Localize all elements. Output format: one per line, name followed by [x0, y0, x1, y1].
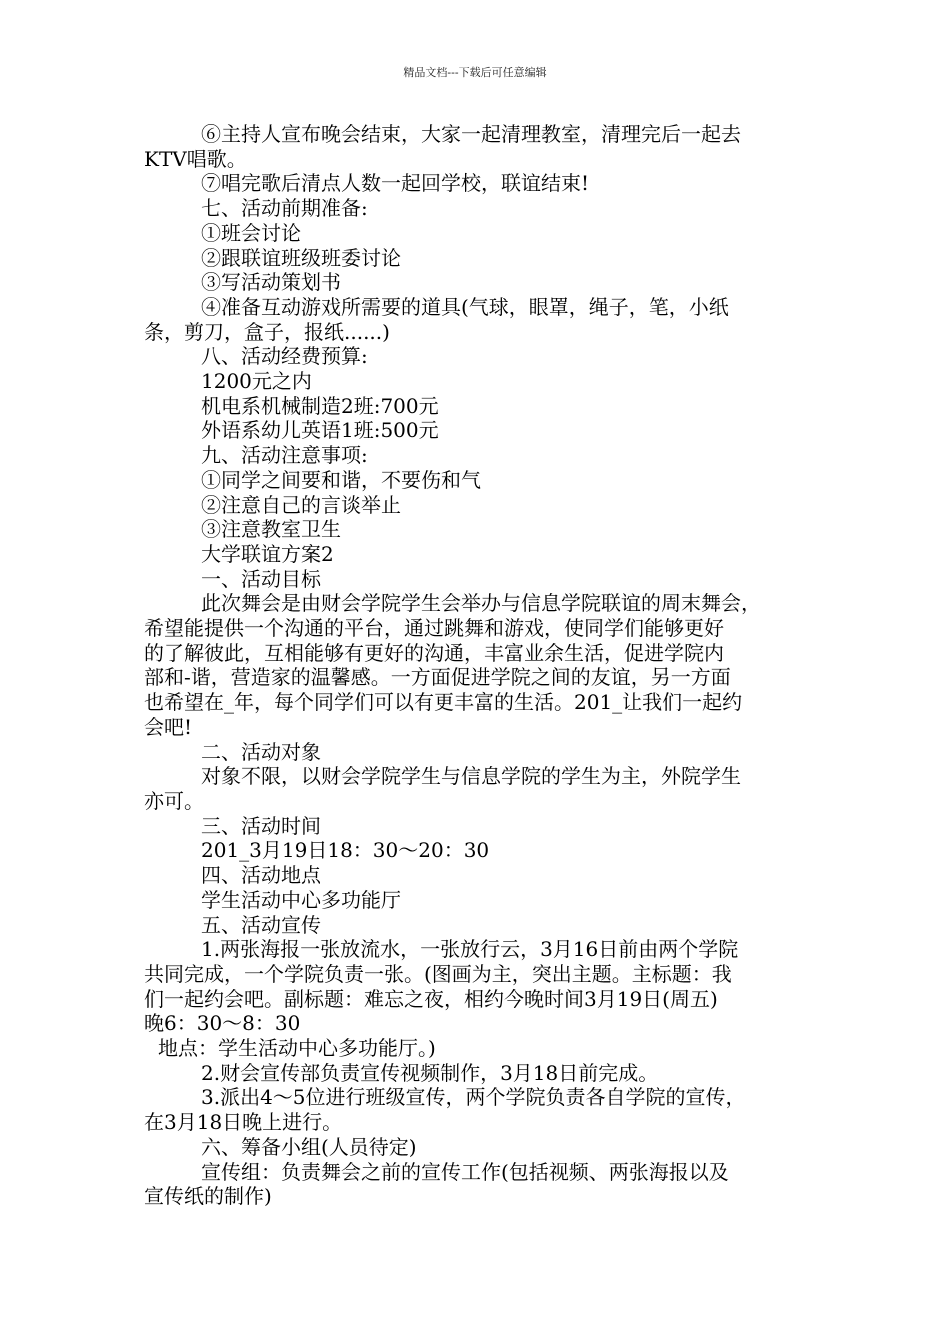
text-line: ①同学之间要和谐，不要伤和气 — [201, 467, 481, 492]
text-line: 地点：学生活动中心多功能厅。) — [158, 1036, 436, 1061]
text-line: 大学联谊方案2 — [201, 541, 334, 566]
text-line: 五、活动宣传 — [201, 912, 321, 937]
text-line: 一、活动目标 — [201, 566, 321, 591]
text-line: 此次舞会是由财会学院学生会举办与信息学院联谊的周末舞会， — [201, 591, 761, 616]
page-header: 精品文档---下载后可任意编辑 — [403, 66, 547, 79]
text-line: 201_3月19日18：30～20：30 — [201, 838, 490, 863]
text-line: KTV唱歌。 — [144, 146, 247, 171]
text-line: ②注意自己的言谈举止 — [201, 492, 401, 517]
text-line: 的了解彼此，互相能够有更好的沟通，丰富业余生活，促进学院内 — [144, 640, 724, 665]
text-line: 四、活动地点 — [201, 863, 321, 888]
text-line: 在3月18日晚上进行。 — [144, 1110, 343, 1135]
text-line: 六、筹备小组(人员待定) — [201, 1134, 417, 1159]
text-line: 2.财会宣传部负责宣传视频制作，3月18日前完成。 — [201, 1060, 659, 1085]
text-line: ③写活动策划书 — [201, 270, 341, 295]
text-line: ④准备互动游戏所需要的道具(气球，眼罩，绳子，笔，小纸 — [201, 294, 729, 319]
text-line: 宣传组：负责舞会之前的宣传工作(包括视频、两张海报以及 — [201, 1159, 729, 1184]
text-line: 学生活动中心多功能厅 — [201, 887, 401, 912]
text-line: 二、活动对象 — [201, 739, 321, 764]
text-line: ⑥主持人宣布晚会结束，大家一起清理教室，清理完后一起去 — [201, 122, 741, 146]
text-line: 宣传纸的制作) — [144, 1184, 272, 1209]
text-line: 们一起约会吧。副标题：难忘之夜，相约今晚时间3月19日(周五) — [144, 986, 718, 1011]
text-line: 部和-谐，营造家的温馨感。一方面促进学院之间的友谊，另一方面 — [144, 665, 731, 690]
document-body — [144, 122, 816, 1209]
text-line: 七、活动前期准备: — [201, 196, 368, 221]
text-line: 也希望在_年，每个同学们可以有更丰富的生活。201_让我们一起约 — [144, 690, 743, 715]
text-line: 外语系幼儿英语1班:500元 — [201, 418, 439, 443]
text-line: 条，剪刀，盒子，报纸......) — [144, 319, 390, 344]
text-line: 三、活动时间 — [201, 813, 321, 838]
text-line: 3.派出4～5位进行班级宣传，两个学院负责各自学院的宣传， — [201, 1085, 746, 1110]
text-line: 机电系机械制造2班:700元 — [201, 393, 439, 418]
text-line: 亦可。 — [144, 788, 204, 813]
text-line: 对象不限，以财会学院学生与信息学院的学生为主，外院学生 — [201, 764, 741, 789]
text-line: 九、活动注意事项: — [201, 443, 368, 468]
text-line: ⑦唱完歌后清点人数一起回学校，联谊结束! — [201, 171, 590, 196]
text-line: 共同完成，一个学院负责一张。(图画为主，突出主题。主标题：我 — [144, 961, 732, 986]
text-line: 1200元之内 — [201, 369, 312, 394]
text-line: ③注意教室卫生 — [201, 517, 341, 542]
text-line: ②跟联谊班级班委讨论 — [201, 245, 401, 270]
text-line: 1.两张海报一张放流水，一张放行云，3月16日前由两个学院 — [201, 937, 739, 962]
text-line: 希望能提供一个沟通的平台，通过跳舞和游戏，使同学们能够更好 — [144, 616, 724, 641]
text-line: 晚6：30～8：30 — [144, 1011, 301, 1036]
text-line: 会吧! — [144, 714, 193, 739]
text-line: ①班会讨论 — [201, 220, 301, 245]
text-line: 八、活动经费预算: — [201, 344, 368, 369]
